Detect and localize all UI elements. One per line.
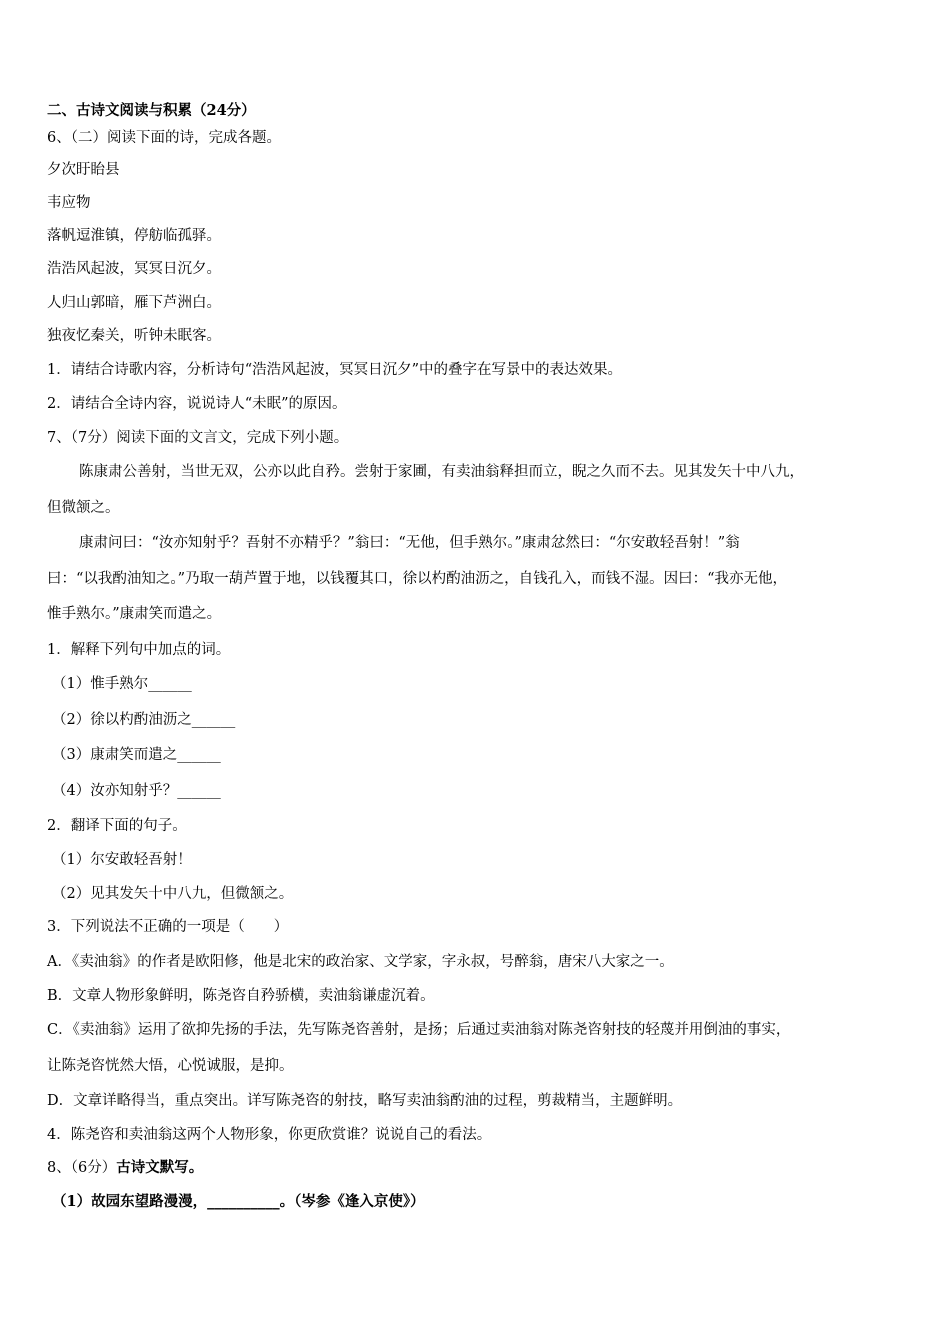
passage-line: 陈康肃公善射，当世无双，公亦以此自矜。尝射于家圃，有卖油翁释担而立，睨之久而不去。见其发矢十中八九，	[79, 464, 804, 480]
passage-line: 康肃问曰：“汝亦知射乎？吾射不亦精乎？”翁曰：“无他，但手熟尔。”康肃忿然曰：“尔安敢轻吾射！”翁	[79, 535, 740, 551]
poem-line: 浩浩风起波，冥冥日沉夕。	[47, 261, 221, 277]
section-title: 二、古诗文阅读与积累（24分）	[47, 102, 256, 119]
q7-sub2-prompt: 2．翻译下面的句子。	[47, 818, 187, 834]
passage-line: 曰：“以我酌油知之。”乃取一葫芦置于地，以钱覆其口，徐以杓酌油沥之，自钱孔入，而钱不湿。因曰：“我亦无他，	[47, 571, 787, 587]
poem-line: 落帆逗淮镇，停舫临孤驿。	[47, 228, 221, 244]
q7-sub1-item: （4）汝亦知射乎？______	[52, 783, 221, 799]
q7-sub1-item: （1）惟手熟尔______	[52, 676, 192, 692]
q6-header: 6、（二）阅读下面的诗，完成各题。	[47, 130, 281, 146]
option-a: A．《卖油翁》的作者是欧阳修，他是北宋的政治家、文学家，字永叔，号醉翁，唐宋八大家之一。	[47, 954, 674, 970]
q7-sub4: 4．陈尧咨和卖油翁这两个人物形象，你更欣赏谁？说说自己的看法。	[47, 1127, 492, 1143]
passage-line: 但微颔之。	[47, 500, 120, 516]
poem-title: 夕次盱眙县	[47, 162, 120, 178]
option-c: C．《卖油翁》运用了欲抑先扬的手法，先写陈尧咨善射，是扬；后通过卖油翁对陈尧咨射技的轻蔑并用倒油的事实，	[47, 1022, 791, 1038]
q8-item-1: （1）故园东望路漫漫，__________。（岑参《逢入京使》）	[52, 1193, 425, 1210]
poem-line: 人归山郭暗，雁下芦洲白。	[47, 295, 221, 311]
q7-sub1-item: （2）徐以杓酌油沥之______	[52, 712, 236, 728]
option-c-cont: 让陈尧咨恍然大悟，心悦诚服，是抑。	[47, 1058, 294, 1074]
q8-header-prefix: 8、（6分）	[47, 1160, 117, 1176]
q8-header	[47, 1158, 203, 1178]
q7-sub1-item: （3）康肃笑而遣之______	[52, 747, 221, 763]
option-b: B．文章人物形象鲜明，陈尧咨自矜骄横，卖油翁谦虚沉着。	[47, 988, 435, 1004]
q8-header-bold: 古诗文默写。	[116, 1159, 204, 1176]
q7-header: 7、（7分）阅读下面的文言文，完成下列小题。	[47, 430, 349, 446]
q7-sub1-prompt: 1．解释下列句中加点的词。	[47, 642, 231, 658]
poem-line: 独夜忆秦关，听钟未眠客。	[47, 328, 221, 344]
q7-sub2-item: （2）见其发矢十中八九，但微颔之。	[52, 886, 294, 902]
q6-question-1: 1．请结合诗歌内容，分析诗句“浩浩风起波，冥冥日沉夕”中的叠字在写景中的表达效果。	[47, 362, 623, 378]
option-d: D．文章详略得当，重点突出。详写陈尧咨的射技，略写卖油翁酌油的过程，剪裁精当，主题鲜明。	[47, 1093, 683, 1109]
poem-author: 韦应物	[47, 195, 91, 211]
q6-question-2: 2．请结合全诗内容，说说诗人“未眠”的原因。	[47, 396, 347, 412]
q7-sub3-prompt: 3．下列说法不正确的一项是（ ）	[47, 919, 289, 935]
q7-sub2-item: （1）尔安敢轻吾射！	[52, 852, 192, 868]
passage-line: 惟手熟尔。”康肃笑而遣之。	[47, 606, 222, 622]
